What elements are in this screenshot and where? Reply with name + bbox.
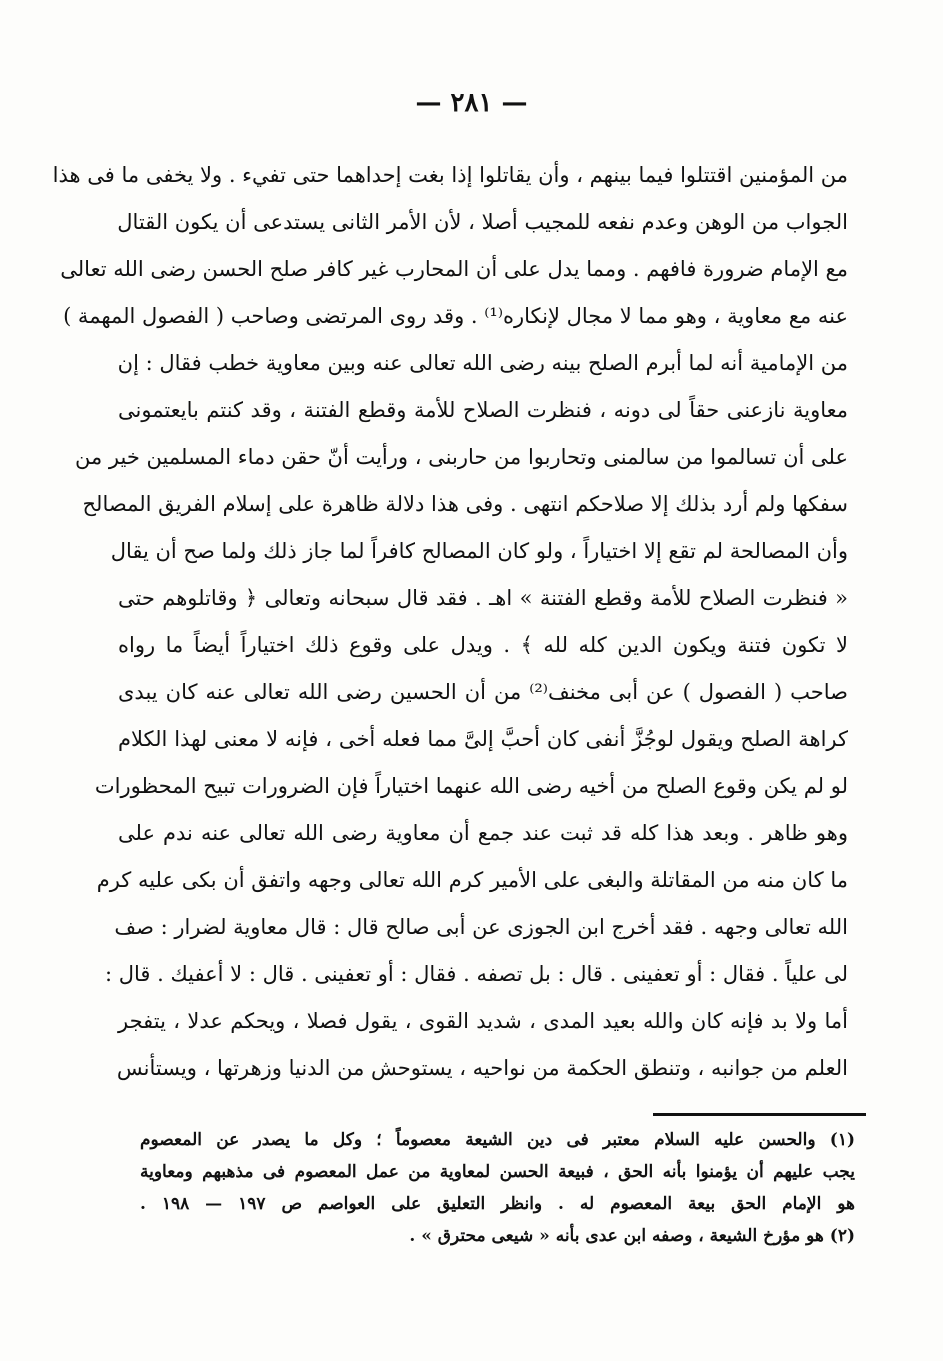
text-line: لو لم يكن وقوع الصلح من أخيه رضى الله عنهما اختياراً فإن الضرورات تبيح المحظورات [94, 774, 848, 798]
text-line: لا تكون فتنة ويكون الدين كله لله ﴾ . ويدل على وقوع ذلك اختياراً أيضاً ما رواه [118, 633, 848, 657]
text-line: من المؤمنين اقتتلوا فيما بينهم ، وأن يقاتلوا إذا بغت إحداهما حتى تفيء . ولا يخفى ما فى هذا [52, 163, 848, 187]
text-line: مع الإمام ضرورة فافهم . ومما يدل على أن المحارب غير كافر صلح الحسن رضى الله تعالى [60, 257, 848, 281]
footnote-line: يجب عليهم أن يؤمنوا بأنه الحق ، فبيعة الحسن لمعاوية من عمل المعصوم فى مذهبهم ومعاوية [140, 1162, 855, 1182]
footnote-line: (١) والحسن عليه السلام معتبر فى دين الشيعة معصوماً ؛ وكل ما يصدر عن المعصوم [140, 1130, 855, 1150]
text-line: من الإمامية أنه لما أبرم الصلح بينه رضى الله تعالى عنه وبين معاوية خطب فقال : إن [117, 351, 848, 375]
main-text-block [52, 152, 848, 1092]
text-line: أما ولا بد فإنه كان والله بعيد المدى ، شديد القوى ، يقول فصلا ، ويحكم عدلا ، يتفجر [118, 1009, 848, 1033]
text-line: « فنظرت الصلاح للأمة وقطع الفتنة » اهـ . فقد قال سبحانه وتعالى ﴿ وقاتلوهم حتى [118, 586, 848, 610]
footnote-separator [653, 1113, 866, 1116]
text-line: ما كان منه من المقاتلة والبغى على الأمير كرم الله تعالى وجهه واتفق أن بكى عليه كرم [96, 868, 848, 892]
text-line: الجواب من الوهن وعدم نفعه للمجيب أصلا ، لأن الأمر الثانى يستدعى أن يكون القتال [117, 210, 848, 234]
text-line: معاوية نازعنى حقاً لى دونه ، فنظرت الصلاح للأمة وقطع الفتنة ، وقد كنتم بايعتمونى [118, 398, 848, 422]
footnote-line: هو الإمام الحق بيعة المعصوم له . وانظر التعليق على العواصم ص ١٩٧ — ١٩٨ . [140, 1194, 855, 1214]
text-line: على أن تسالموا من سالمنى وتحاربوا من حاربنى ، ورأيت أنّ حقن دماء المسلمين خير من [75, 445, 848, 469]
text-line: كراهة الصلح ويقول لوجُزَّ أنفى كان أحبَّ إلىَّ مما فعله أخى ، فإنه لا معنى لهذا الكلام [118, 727, 848, 751]
footnotes-block [140, 1124, 855, 1252]
text-line: وأن المصالحة لم تقع إلا اختياراً ، ولو كان المصالح كافراً لما جاز ذلك ولما صح أن يقال [110, 539, 848, 563]
text-line: سفكها ولم أرد بذلك إلا صلاحكم انتهى . وفى هذا دلالة ظاهرة على إسلام الفريق المصالح [82, 492, 848, 516]
text-line: الله تعالى وجهه . فقد أخرج ابن الجوزى عن أبى صالح قال : قال معاوية لضرار : صف [114, 915, 848, 939]
text-line: لى علياً . فقال : أو تعفينى . قال : بل تصفه . فقال : أو تعفينى . قال : لا أعفيك . قال : [105, 962, 848, 986]
text-line: وهو ظاهر . وبعد هذا كله قد ثبت عند جمع أن معاوية رضى الله تعالى عنه ندم على [118, 821, 848, 845]
text-line: العلم من جوانبه ، وتنطق الحكمة من نواحيه ، يستوحش من الدنيا وزهرتها ، ويستأنس [116, 1056, 848, 1080]
footnote-line: (٢) هو مؤرخ الشيعة ، وصفه ابن عدى بأنه « شيعى محترق » . [409, 1226, 855, 1246]
text-line: عنه مع معاوية ، وهو مما لا مجال لإنكاره⁽¹⁾ . وقد روى المرتضى وصاحب ( الفصول المهمة ) [63, 304, 848, 328]
text-line: صاحب ( الفصول ) عن أبى مخنف⁽²⁾ من أن الحسين رضى الله تعالى عنه كان يبدى [118, 680, 848, 704]
page-number: — ٢٨١ — [415, 88, 528, 118]
